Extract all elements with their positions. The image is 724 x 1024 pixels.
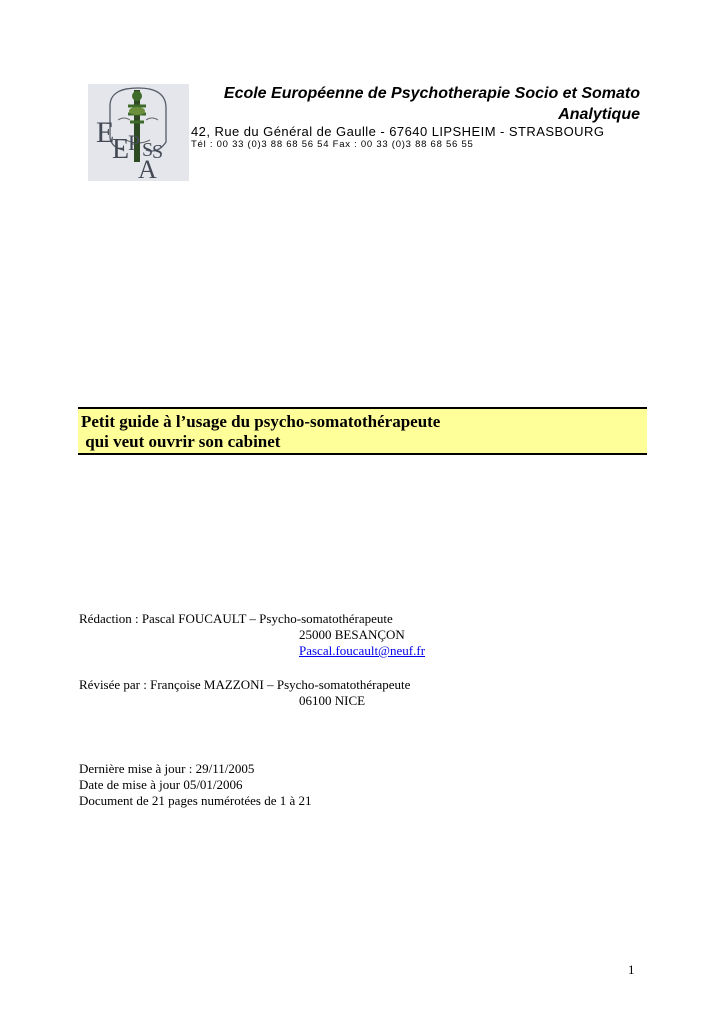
svg-text:S: S	[142, 139, 154, 161]
school-address: 42, Rue du Général de Gaulle - 67640 LIPSHEIM - STRASBOURG	[191, 124, 605, 139]
logo-emblem	[88, 84, 189, 181]
document-title-line2: qui veut ouvrir son cabinet	[81, 432, 281, 451]
svg-text:A: A	[138, 155, 157, 181]
school-phone-fax: Tél : 00 33 (0)3 88 68 56 54 Fax : 00 33 (0)3 88 68 56 55	[191, 139, 474, 150]
document-title-box	[78, 407, 647, 455]
update-date-line: Date de mise à jour 05/01/2006	[79, 777, 243, 792]
school-logo	[88, 84, 189, 181]
revision-line: Révisée par : Françoise MAZZONI – Psycho-somatothérapeute	[79, 677, 411, 692]
redaction-city: 25000 BESANÇON	[299, 627, 405, 642]
document-pages-line: Document de 21 pages numérotées de 1 à 21	[79, 793, 312, 808]
redaction-line: Rédaction : Pascal FOUCAULT – Psycho-somatothérapeute	[79, 611, 393, 626]
author-email-link[interactable]: Pascal.foucault@neuf.fr	[299, 643, 426, 658]
svg-text:S: S	[152, 141, 164, 163]
school-name-line1: Ecole Européenne de Psychotherapie Socio et Somato	[223, 85, 640, 102]
document-title-line1: Petit guide à l’usage du psycho-somatothérapeute	[81, 412, 441, 431]
page-number: 1	[628, 962, 635, 977]
svg-text:E: E	[96, 116, 115, 149]
school-name	[195, 83, 640, 125]
svg-text:E: E	[112, 134, 130, 165]
revision-city: 06100 NICE	[299, 693, 366, 708]
school-name-line2: Analytique	[558, 106, 640, 123]
last-update-line: Dernière mise à jour : 29/11/2005	[79, 761, 255, 776]
svg-text:P: P	[128, 130, 141, 155]
